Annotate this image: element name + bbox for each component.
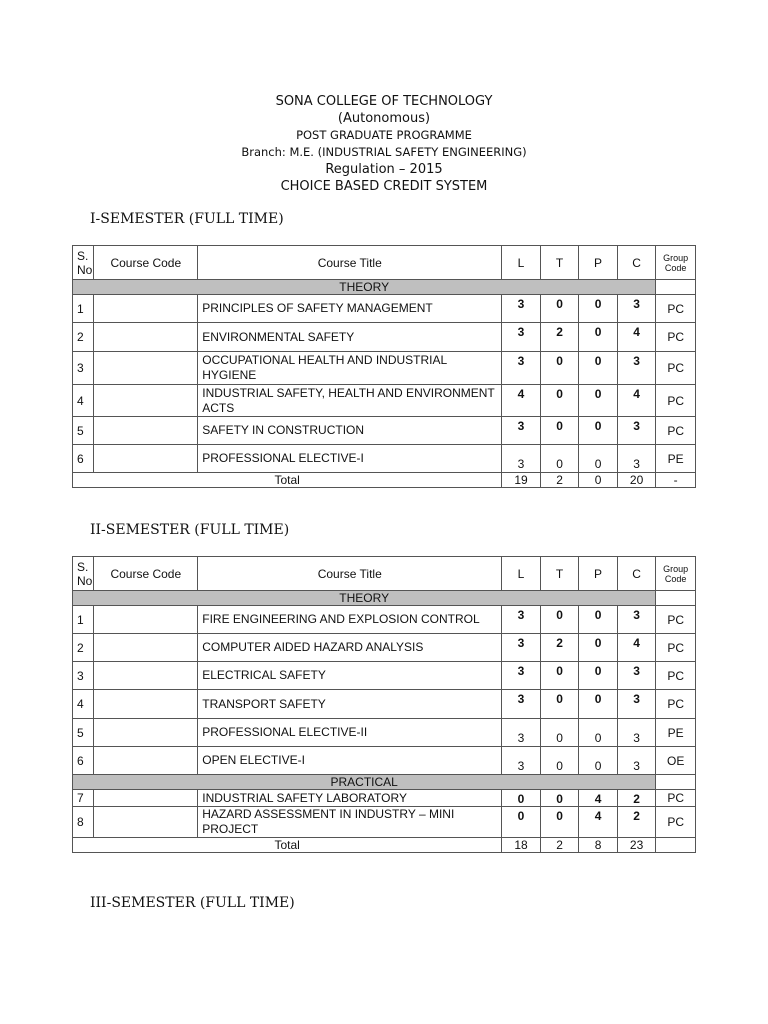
row-t: 0 xyxy=(540,445,579,473)
row-t: 0 xyxy=(540,352,579,385)
row-c: 3 xyxy=(617,662,656,690)
row-l: 3 xyxy=(502,445,541,473)
section-row-theory xyxy=(73,591,696,606)
row-course-title: PRINCIPLES OF SAFETY MANAGEMENT xyxy=(198,295,502,323)
row-l: 3 xyxy=(502,323,541,352)
row-group: PC xyxy=(656,662,696,690)
row-t: 0 xyxy=(540,790,579,807)
row-sno: 8 xyxy=(73,807,94,838)
row-l: 3 xyxy=(502,662,541,690)
row-group: PC xyxy=(656,417,696,445)
row-course-title: COMPUTER AIDED HAZARD ANALYSIS xyxy=(198,634,502,662)
row-group: PC xyxy=(656,790,696,807)
row-c: 2 xyxy=(617,790,656,807)
row-c: 3 xyxy=(617,295,656,323)
row-course-title: ENVIRONMENTAL SAFETY xyxy=(198,323,502,352)
row-l: 3 xyxy=(502,634,541,662)
row-course-title: FIRE ENGINEERING AND EXPLOSION CONTROL xyxy=(198,606,502,634)
row-t: 2 xyxy=(540,323,579,352)
total-row xyxy=(73,473,696,488)
table-row xyxy=(73,690,696,719)
row-course-code xyxy=(94,747,198,775)
row-course-title: PROFESSIONAL ELECTIVE-I xyxy=(198,445,502,473)
row-c: 3 xyxy=(617,606,656,634)
row-course-title: PROFESSIONAL ELECTIVE-II xyxy=(198,719,502,747)
row-sno: 5 xyxy=(73,719,94,747)
row-course-code xyxy=(94,295,198,323)
col-header-group-code: Group Code xyxy=(656,246,696,280)
row-course-code xyxy=(94,417,198,445)
row-course-code xyxy=(94,662,198,690)
row-course-code xyxy=(94,385,198,417)
table-row xyxy=(73,790,696,807)
total-p: 8 xyxy=(579,838,618,853)
row-l: 0 xyxy=(502,807,541,838)
row-t: 0 xyxy=(540,747,579,775)
semester-2-table xyxy=(72,556,696,853)
institution-name: SONA COLLEGE OF TECHNOLOGY xyxy=(275,94,493,109)
row-sno: 1 xyxy=(73,295,94,323)
row-t: 0 xyxy=(540,385,579,417)
section-row-theory xyxy=(73,280,696,295)
row-sno: 7 xyxy=(73,790,94,807)
table-header-row xyxy=(73,246,696,280)
row-c: 3 xyxy=(617,719,656,747)
semester-1-heading: I-SEMESTER (FULL TIME) xyxy=(90,211,284,227)
row-group: PE xyxy=(656,719,696,747)
semester-3-heading: III-SEMESTER (FULL TIME) xyxy=(90,895,295,911)
col-header-l: L xyxy=(502,246,541,280)
row-sno: 3 xyxy=(73,662,94,690)
row-course-title: INDUSTRIAL SAFETY, HEALTH AND ENVIRONMENT ACTS xyxy=(198,385,502,417)
row-p: 0 xyxy=(579,606,618,634)
row-t: 0 xyxy=(540,807,579,838)
row-p: 0 xyxy=(579,385,618,417)
row-group: PC xyxy=(656,690,696,719)
row-group: PC xyxy=(656,295,696,323)
row-sno: 6 xyxy=(73,747,94,775)
row-c: 4 xyxy=(617,323,656,352)
row-t: 2 xyxy=(540,634,579,662)
row-sno: 4 xyxy=(73,385,94,417)
section-label-theory: THEORY xyxy=(73,591,656,606)
row-course-code xyxy=(94,323,198,352)
col-header-t: T xyxy=(540,246,579,280)
row-p: 4 xyxy=(579,807,618,838)
col-header-l: L xyxy=(502,557,541,591)
row-group: PC xyxy=(656,323,696,352)
row-course-code xyxy=(94,807,198,838)
row-sno: 4 xyxy=(73,690,94,719)
total-c: 20 xyxy=(617,473,656,488)
row-p: 0 xyxy=(579,690,618,719)
row-c: 2 xyxy=(617,807,656,838)
row-p: 4 xyxy=(579,790,618,807)
col-header-course-code: Course Code xyxy=(94,246,198,280)
row-l: 3 xyxy=(502,690,541,719)
total-label: Total xyxy=(73,473,502,488)
row-t: 0 xyxy=(540,417,579,445)
table-row xyxy=(73,352,696,385)
col-header-sno: S. No xyxy=(73,246,94,280)
section-row-practical xyxy=(73,775,696,790)
semester-1-table xyxy=(72,245,696,488)
col-header-course-title: Course Title xyxy=(198,246,502,280)
row-p: 0 xyxy=(579,634,618,662)
total-t: 2 xyxy=(540,473,579,488)
total-t: 2 xyxy=(540,838,579,853)
row-group: PC xyxy=(656,385,696,417)
total-row xyxy=(73,838,696,853)
row-c: 3 xyxy=(617,417,656,445)
row-p: 0 xyxy=(579,295,618,323)
row-l: 4 xyxy=(502,385,541,417)
table-row xyxy=(73,295,696,323)
row-t: 0 xyxy=(540,719,579,747)
row-t: 0 xyxy=(540,295,579,323)
row-p: 0 xyxy=(579,747,618,775)
table-row xyxy=(73,747,696,775)
total-label: Total xyxy=(73,838,502,853)
total-group xyxy=(656,838,696,853)
row-course-code xyxy=(94,690,198,719)
table-row xyxy=(73,445,696,473)
row-sno: 6 xyxy=(73,445,94,473)
row-sno: 2 xyxy=(73,323,94,352)
row-course-code xyxy=(94,634,198,662)
row-c: 4 xyxy=(617,634,656,662)
table-row xyxy=(73,719,696,747)
row-p: 0 xyxy=(579,352,618,385)
table-row xyxy=(73,323,696,352)
total-p: 0 xyxy=(579,473,618,488)
row-course-code xyxy=(94,790,198,807)
branch-name: Branch: M.E. (INDUSTRIAL SAFETY ENGINEERING) xyxy=(241,145,527,159)
col-header-c: C xyxy=(617,246,656,280)
row-course-title: INDUSTRIAL SAFETY LABORATORY xyxy=(198,790,502,807)
row-l: 3 xyxy=(502,606,541,634)
row-t: 0 xyxy=(540,606,579,634)
regulation-year: Regulation – 2015 xyxy=(325,162,443,177)
table-row xyxy=(73,385,696,417)
row-sno: 2 xyxy=(73,634,94,662)
section-label-practical: PRACTICAL xyxy=(73,775,656,790)
row-l: 0 xyxy=(502,790,541,807)
col-header-t: T xyxy=(540,557,579,591)
table-row xyxy=(73,634,696,662)
row-sno: 1 xyxy=(73,606,94,634)
row-group: OE xyxy=(656,747,696,775)
row-l: 3 xyxy=(502,352,541,385)
row-l: 3 xyxy=(502,417,541,445)
section-label-theory: THEORY xyxy=(73,280,656,295)
row-course-title: OCCUPATIONAL HEALTH AND INDUSTRIAL HYGIENE xyxy=(198,352,502,385)
col-header-p: P xyxy=(579,246,618,280)
row-p: 0 xyxy=(579,417,618,445)
row-p: 0 xyxy=(579,662,618,690)
row-l: 3 xyxy=(502,719,541,747)
table-row xyxy=(73,807,696,838)
autonomous-status: (Autonomous) xyxy=(337,111,431,126)
row-c: 3 xyxy=(617,352,656,385)
row-course-title: TRANSPORT SAFETY xyxy=(198,690,502,719)
col-header-sno: S. No xyxy=(73,557,94,591)
row-course-code xyxy=(94,606,198,634)
semester-2-heading: II-SEMESTER (FULL TIME) xyxy=(90,522,290,538)
row-sno: 3 xyxy=(73,352,94,385)
col-header-course-code: Course Code xyxy=(94,557,198,591)
row-group: PC xyxy=(656,606,696,634)
row-p: 0 xyxy=(579,445,618,473)
row-p: 0 xyxy=(579,323,618,352)
row-group: PC xyxy=(656,352,696,385)
row-sno: 5 xyxy=(73,417,94,445)
col-header-course-title: Course Title xyxy=(198,557,502,591)
row-course-title: HAZARD ASSESSMENT IN INDUSTRY – MINI PROJECT xyxy=(198,807,502,838)
row-course-title: SAFETY IN CONSTRUCTION xyxy=(198,417,502,445)
row-course-title: OPEN ELECTIVE-I xyxy=(198,747,502,775)
row-course-title: ELECTRICAL SAFETY xyxy=(198,662,502,690)
row-c: 3 xyxy=(617,747,656,775)
total-group: - xyxy=(656,473,696,488)
row-group: PE xyxy=(656,445,696,473)
row-t: 0 xyxy=(540,662,579,690)
table-row xyxy=(73,417,696,445)
row-p: 0 xyxy=(579,719,618,747)
row-l: 3 xyxy=(502,747,541,775)
row-c: 3 xyxy=(617,445,656,473)
programme-name: POST GRADUATE PROGRAMME xyxy=(296,128,472,142)
row-course-code xyxy=(94,719,198,747)
total-c: 23 xyxy=(617,838,656,853)
col-header-group-code: Group Code xyxy=(656,557,696,591)
credit-system: CHOICE BASED CREDIT SYSTEM xyxy=(280,179,488,194)
row-group: PC xyxy=(656,807,696,838)
row-c: 4 xyxy=(617,385,656,417)
table-row xyxy=(73,606,696,634)
col-header-p: P xyxy=(579,557,618,591)
document-header xyxy=(0,93,768,195)
row-course-code xyxy=(94,352,198,385)
table-header-row xyxy=(73,557,696,591)
table-row xyxy=(73,662,696,690)
row-l: 3 xyxy=(502,295,541,323)
row-course-code xyxy=(94,445,198,473)
total-l: 19 xyxy=(502,473,541,488)
row-group: PC xyxy=(656,634,696,662)
col-header-c: C xyxy=(617,557,656,591)
total-l: 18 xyxy=(502,838,541,853)
row-c: 3 xyxy=(617,690,656,719)
row-t: 0 xyxy=(540,690,579,719)
